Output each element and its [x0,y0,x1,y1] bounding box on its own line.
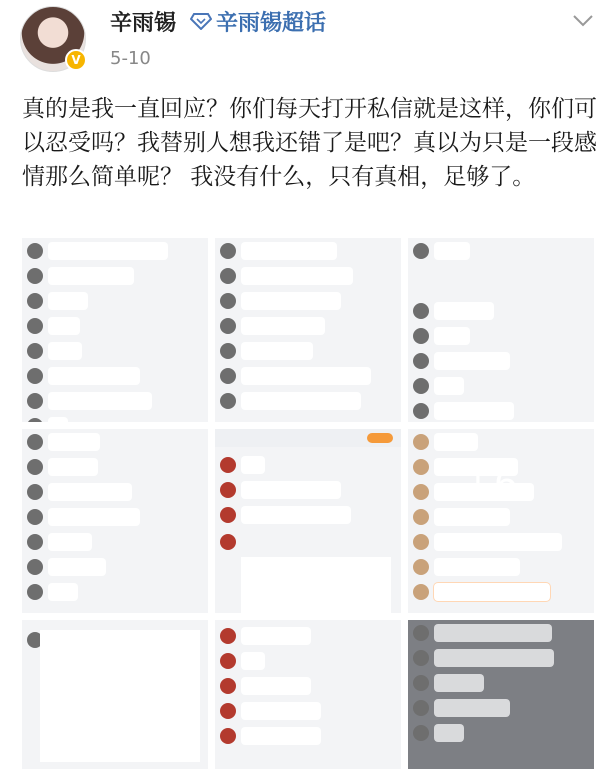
verified-badge: V [65,49,87,71]
image-thumbnail[interactable] [215,620,401,769]
image-thumbnail[interactable] [408,238,594,422]
image-thumbnail[interactable] [22,620,208,769]
post-date: 5-10 [110,48,151,69]
post-header [0,0,614,82]
image-thumbnail[interactable] [22,429,208,613]
image-thumbnail[interactable] [215,238,401,422]
diamond-icon [190,12,214,32]
post-text: 真的是我一直回应？你们每天打开私信就是这样，你们可以忍受吗？我替别人想我还错了是吧？真以为只是一段感情那么简单呢？ 我没有什么，只有真相，足够了。 [22,96,597,190]
image-thumbnail[interactable] [408,620,594,769]
image-thumbnail[interactable] [215,429,401,613]
image-thumbnail[interactable] [22,238,208,422]
topic-link[interactable]: 辛雨锡超话 [216,11,327,36]
chevron-down-icon[interactable] [568,8,598,34]
image-thumbnail[interactable] [408,429,594,613]
user-name[interactable]: 辛雨锡 [110,11,177,36]
more-images-count[interactable]: +6 [462,462,519,506]
